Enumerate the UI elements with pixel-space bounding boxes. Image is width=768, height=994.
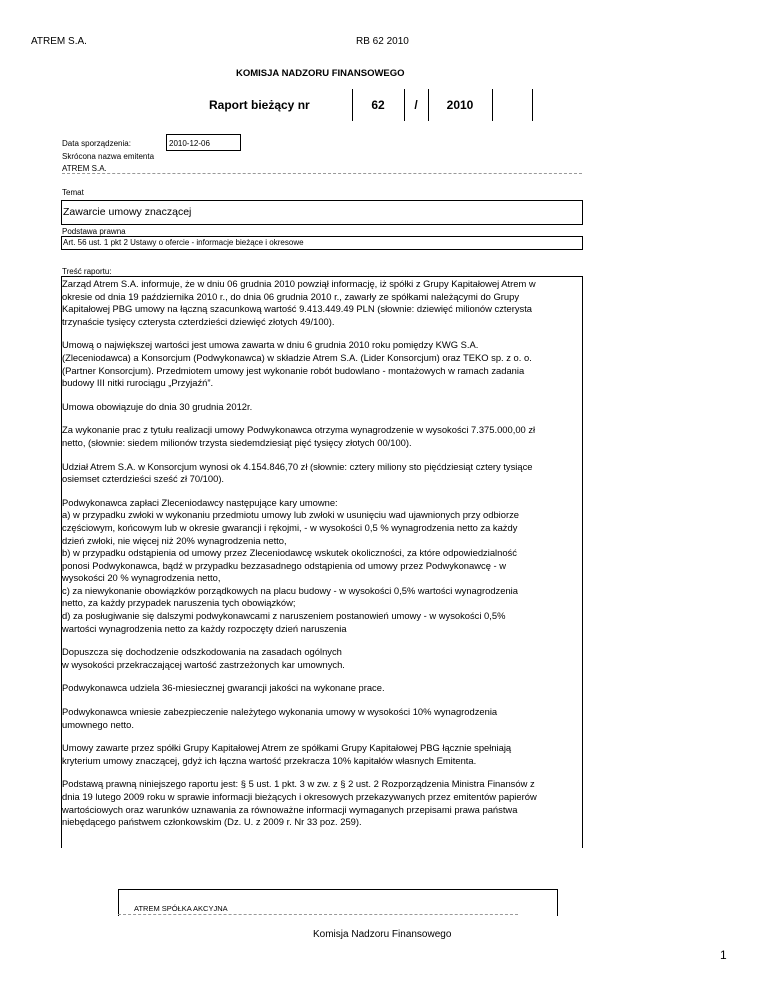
content-paragraph: Za wykonanie prac z tytułu realizacji umowy Podwykonawca otrzyma wynagrodzenie w wysokości 7.375.000,00 zł netto, (słownie: siedem milionów trzysta siedemdziesiąt pięć tysięcy złotych 00/100). <box>62 424 536 448</box>
date-value: 2010-12-06 <box>169 139 210 148</box>
company-header: ATREM S.A. <box>31 36 87 47</box>
report-label: Raport bieżący nr <box>209 98 310 112</box>
short-name-value: ATREM S.A. <box>62 164 107 173</box>
content-paragraph: Podwykonawca zapłaci Zleceniodawcy następujące kary umowne: a) w przypadku zwłoki w wykonaniu przedmiotu umowy lub zwłoki w usunięciu wad ujawnionych przy odbiorze częściowym, końcowym lub w okresie gwarancji i rękojmi, - w wysokości 0,5 % wynagrodzenia netto za każdy dzień zwłoki, nie więcej niż 20% wynagrodzenia netto, b) w przypadku odstąpienia od umowy przez Zleceniodawcę wskutek okoliczności, za które odpowiedzialność ponosi Podwykonawca, bądź w przypadku bezzasadnego odstąpienia od umowy przez Podwykonawcę - w wysokości 20 % wynagrodzenia netto, c) za niewykonanie obowiązków porządkowych na placu budowy - w wysokości 0,5% wartości wynagrodzenia netto, za każdy przypadek naruszenia tych obowiązków; d) za posługiwanie się dalszymi podwykonawcami z naruszeniem postanowień umowy - w wysokości 0,5% wartości wynagrodzenia netto za każdy rozpoczęty dzień naruszenia <box>62 496 519 634</box>
content-paragraph: Podstawą prawną niniejszego raportu jest: § 5 ust. 1 pkt. 3 w zw. z § 2 ust. 2 Rozporządzenia Ministra Finansów z dnia 19 lutego 2009 roku w sprawie informacji bieżących i okresowych przekazywanych przez emitentów papierów wartościowych oraz warunków uznawania za równoważne informacji wymaganych przepisami prawa państwa niebędącego państwem członkowskim (Dz. U. z 2009 r. Nr 33 poz. 259). <box>62 778 537 828</box>
content-paragraph: Umową o największej wartości jest umowa zawarta w dniu 6 grudnia 2010 roku pomiędzy KWG S.A. (Zleceniodawca) a Konsorcjum (Podwykonawca) w składzie Atrem S.A. (Lider Konsorcjum) oraz TEKO sp. z o. o. (Partner Konsorcjum). Przedmiotem umowy jest wykonanie robót budowlano - montażowych w ramach zadania budowy III nitki rurociągu „Przyjaźń”. <box>62 339 532 389</box>
report-separator: / <box>414 98 418 112</box>
report-code: RB 62 2010 <box>356 36 409 47</box>
content-paragraph: Udział Atrem S.A. w Konsorcjum wynosi ok 4.154.846,70 zł (słownie: cztery miliony sto pięćdziesiąt cztery tysiące osiemset czterdzieści sześć zł 70/100). <box>62 460 533 485</box>
content-paragraph: Umowa obowiązuje do dnia 30 grudnia 2012r. <box>62 400 253 412</box>
date-label: Data sporządzenia: <box>62 139 131 148</box>
report-content <box>62 278 582 840</box>
subject-value: Zawarcie umowy znaczącej <box>63 206 192 218</box>
legal-basis-value: Art. 56 ust. 1 pkt 2 Ustawy o ofercie - informacje bieżące i okresowe <box>63 238 304 247</box>
content-paragraph: Umowy zawarte przez spółki Grupy Kapitałowej Atrem ze spółkami Grupy Kapitałowej PBG łącznie spełniają kryterium umowy znaczącej, gdyż ich łączna wartość przekracza 10% kapitałów własnych Emitenta. <box>62 742 512 766</box>
short-name-label: Skrócona nazwa emitenta <box>62 152 155 161</box>
footer-authority: Komisja Nadzoru Finansowego <box>313 929 452 940</box>
subject-label: Temat <box>62 188 84 197</box>
legal-basis-label: Podstawa prawna <box>62 227 126 236</box>
content-paragraph: Podwykonawca wniesie zabezpieczenie należytego wykonania umowy w wysokości 10% wynagrodzenia umownego netto. <box>62 706 498 730</box>
content-label: Treść raportu: <box>62 267 112 276</box>
report-year: 2010 <box>446 98 474 112</box>
content-paragraph: Dopuszcza się dochodzenie odszkodowania na zasadach ogólnych w wysokości przekraczającej wartość zastrzeżonych kar umownych. <box>62 646 345 670</box>
authority-title: KOMISJA NADZORU FINANSOWEGO <box>236 68 405 79</box>
content-paragraph: Zarząd Atrem S.A. informuje, że w dniu 06 grudnia 2010 powziął informację, iż spółki z Grupy Kapitałowej Atrem w okresie od dnia 19 października 2010 r., do dnia 06 grudnia 2010 r., zawarły ze spółkami należącymi do Grupy Kapitałowej PBG umowy na łączną szacunkową wartość 9.413.449.49 PLN (słownie: dziewięć milionów czterysta trzynaście tysięcy czterysta czterdzieści dziewięć złotych 49/100). <box>62 278 536 327</box>
content-paragraph: Podwykonawca udziela 36-miesiecznej gwarancji jakości na wykonane prace. <box>62 682 385 694</box>
page-number: 1 <box>720 948 727 962</box>
footer-company: ATREM SPÓŁKA AKCYJNA <box>134 904 228 913</box>
report-number: 62 <box>371 98 385 112</box>
legal-basis-box <box>61 236 583 250</box>
subject-box <box>61 200 583 225</box>
